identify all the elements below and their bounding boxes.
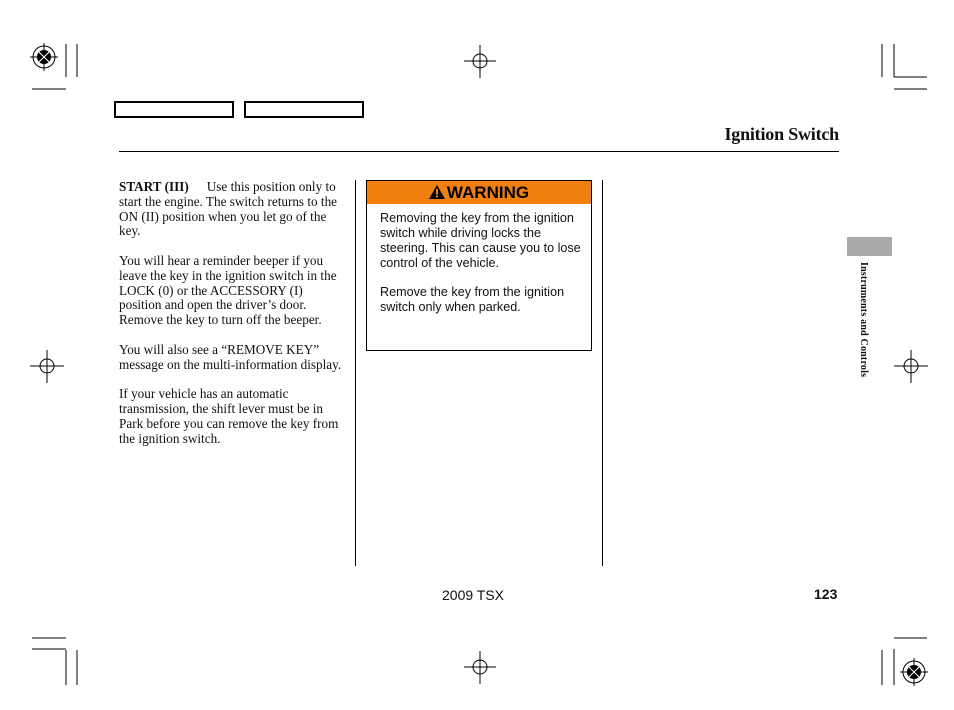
warning-box (366, 180, 592, 351)
paragraph-beeper: You will hear a reminder beeper if you leave the key in the ignition switch in the LOCK (0) or the ACCESSORY (I) position and open the driver’s door. Remove the key to turn off the beeper. (119, 252, 337, 328)
warning-header (367, 181, 591, 204)
title-divider (119, 151, 839, 152)
crop-marks-bottom-right (860, 630, 954, 710)
page-title: Ignition Switch (724, 124, 839, 144)
warning-label: WARNING (446, 183, 530, 202)
body-text-column (119, 180, 347, 461)
paragraph-remove-key: You will also see a “REMOVE KEY” message on the multi-information display. (119, 341, 342, 372)
main-menu-button[interactable] (114, 101, 234, 118)
paragraph-start (119, 180, 347, 239)
footer-model: 2009 TSX (442, 587, 505, 603)
table-of-contents-button[interactable] (244, 101, 364, 118)
warning-triangle-icon (429, 185, 445, 199)
start-position-heading: START (III) (119, 179, 189, 194)
page-number: 123 (814, 586, 838, 602)
paragraph-automatic: If your vehicle has an automatic transmission, the shift lever must be in Park before you can remove the key from the ignition switch. (119, 386, 339, 446)
column-divider-left (355, 180, 356, 566)
crosshair-left-icon (28, 349, 66, 385)
crop-marks-top-right (860, 0, 954, 100)
crosshair-right-icon (893, 349, 931, 385)
column-divider-right (602, 180, 603, 566)
warning-paragraph: Remove the key from the ignition switch only when parked. (380, 285, 565, 314)
crosshair-bottom-icon (462, 650, 498, 686)
paragraph-text: Use this position only to start the engine. The switch returns to the ON (II) position when you let go of the key. (119, 179, 338, 239)
crosshair-top-icon (462, 44, 498, 80)
warning-body (380, 211, 585, 329)
registration-target-icon (30, 43, 58, 71)
crop-marks-bottom-left (0, 630, 120, 710)
registration-target-icon (900, 658, 928, 686)
warning-paragraph: Removing the key from the ignition switch while driving locks the steering. This can cause you to lose control of the vehicle. (380, 211, 581, 270)
crop-marks-top-left (0, 0, 120, 100)
section-tab-label: Instruments and Controls (858, 262, 869, 378)
section-tab[interactable] (847, 237, 892, 256)
